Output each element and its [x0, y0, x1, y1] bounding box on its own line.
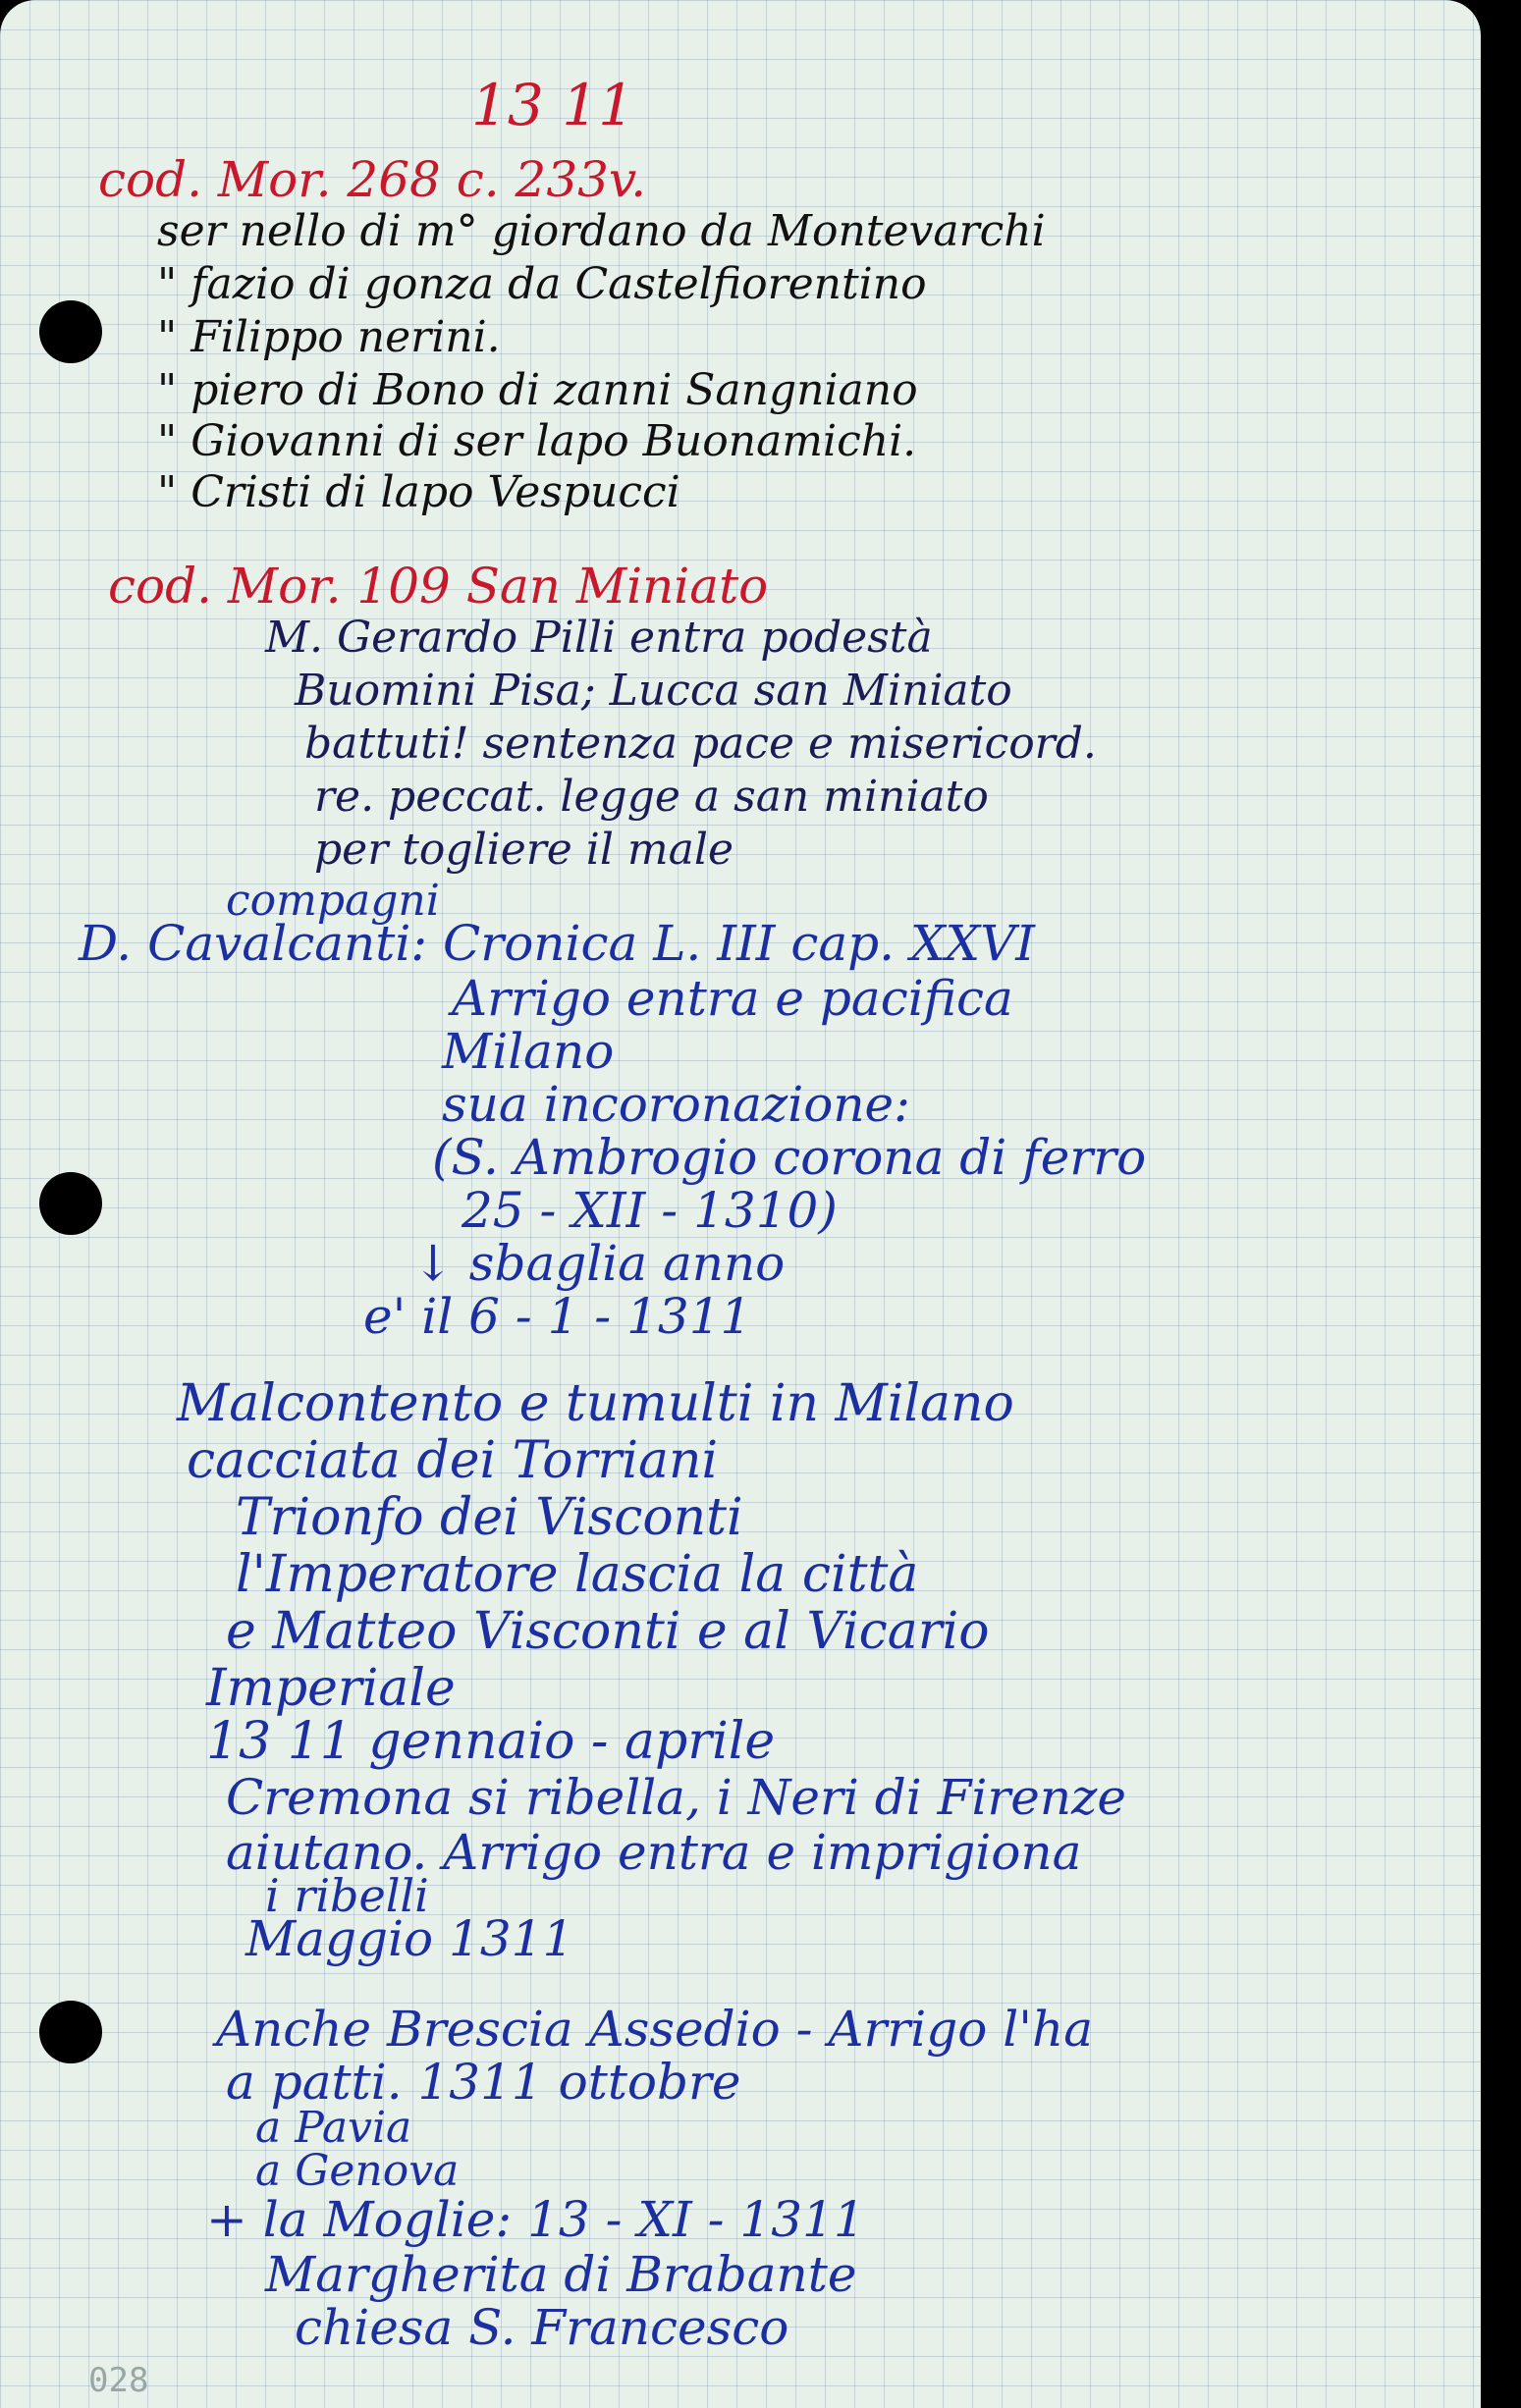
- list-item: cacciata dei Torriani: [187, 1431, 719, 1490]
- list-item: D. Cavalcanti: Cronica L. III cap. XXVI: [79, 915, 1035, 972]
- list-item: Imperiale: [206, 1659, 456, 1718]
- punch-hole: [39, 1172, 102, 1235]
- list-item: " Giovanni di ser lapo Buonamichi.: [157, 416, 917, 466]
- list-item: (S. Ambrogio corona di ferro: [432, 1129, 1147, 1186]
- list-item: ser nello di m° giordano da Montevarchi: [157, 206, 1046, 256]
- list-item: sua incoronazione:: [442, 1076, 910, 1133]
- list-item: e' il 6 - 1 - 1311: [363, 1288, 752, 1345]
- list-item: Arrigo entra e pacifica: [452, 970, 1013, 1027]
- list-item: i ribelli: [265, 1869, 429, 1922]
- list-item: " piero di Bono di zanni Sangniano: [157, 365, 918, 415]
- source-reference: cod. Mor. 268 c. 233v.: [98, 151, 647, 208]
- list-item: ↓ sbaglia anno: [412, 1235, 786, 1292]
- list-item: " fazio di gonza da Castelfiorentino: [157, 259, 927, 309]
- list-item: a Genova: [255, 2146, 460, 2196]
- list-item: e Matteo Visconti e al Vicario: [226, 1602, 990, 1661]
- list-item: M. Gerardo Pilli entra podestà: [265, 613, 933, 663]
- page-heading: 13 11: [471, 72, 635, 138]
- list-item: Margherita di Brabante: [265, 2246, 857, 2303]
- list-item: re. peccat. legge a san miniato: [314, 772, 989, 822]
- list-item: battuti! sentenza pace e misericord.: [304, 719, 1097, 769]
- list-item: a Pavia: [255, 2103, 412, 2153]
- list-item: aiutano. Arrigo entra e imprigiona: [226, 1824, 1082, 1881]
- correction-word: compagni: [226, 876, 440, 926]
- list-item: Buomini Pisa; Lucca san Miniato: [295, 666, 1012, 716]
- list-item: chiesa S. Francesco: [295, 2299, 789, 2356]
- list-item: l'Imperatore lascia la città: [236, 1545, 919, 1604]
- list-item: " Cristi di lapo Vespucci: [157, 467, 680, 517]
- list-item: per togliere il male: [314, 825, 734, 875]
- list-item: 25 - XII - 1310): [462, 1182, 838, 1239]
- list-item: Anche Brescia Assedio - Arrigo l'ha: [216, 2001, 1094, 2058]
- list-item: Malcontento e tumulti in Milano: [177, 1374, 1014, 1433]
- list-item: 13 11 gennaio - aprile: [206, 1712, 776, 1771]
- list-item: a patti. 1311 ottobre: [226, 2054, 741, 2111]
- list-item: + la Moglie: 13 - XI - 1311: [206, 2191, 865, 2248]
- source-reference: cod. Mor. 109 San Miniato: [108, 558, 769, 615]
- page-number-stamp: 028: [88, 2361, 149, 2400]
- list-item: Cremona si ribella, i Neri di Firenze: [226, 1769, 1126, 1826]
- list-item: Maggio 1311: [245, 1910, 574, 1967]
- punch-hole: [39, 2001, 102, 2063]
- punch-hole: [39, 300, 102, 363]
- list-item: Trionfo dei Visconti: [236, 1488, 743, 1547]
- list-item: " Filippo nerini.: [157, 312, 501, 362]
- list-item: Milano: [442, 1023, 615, 1080]
